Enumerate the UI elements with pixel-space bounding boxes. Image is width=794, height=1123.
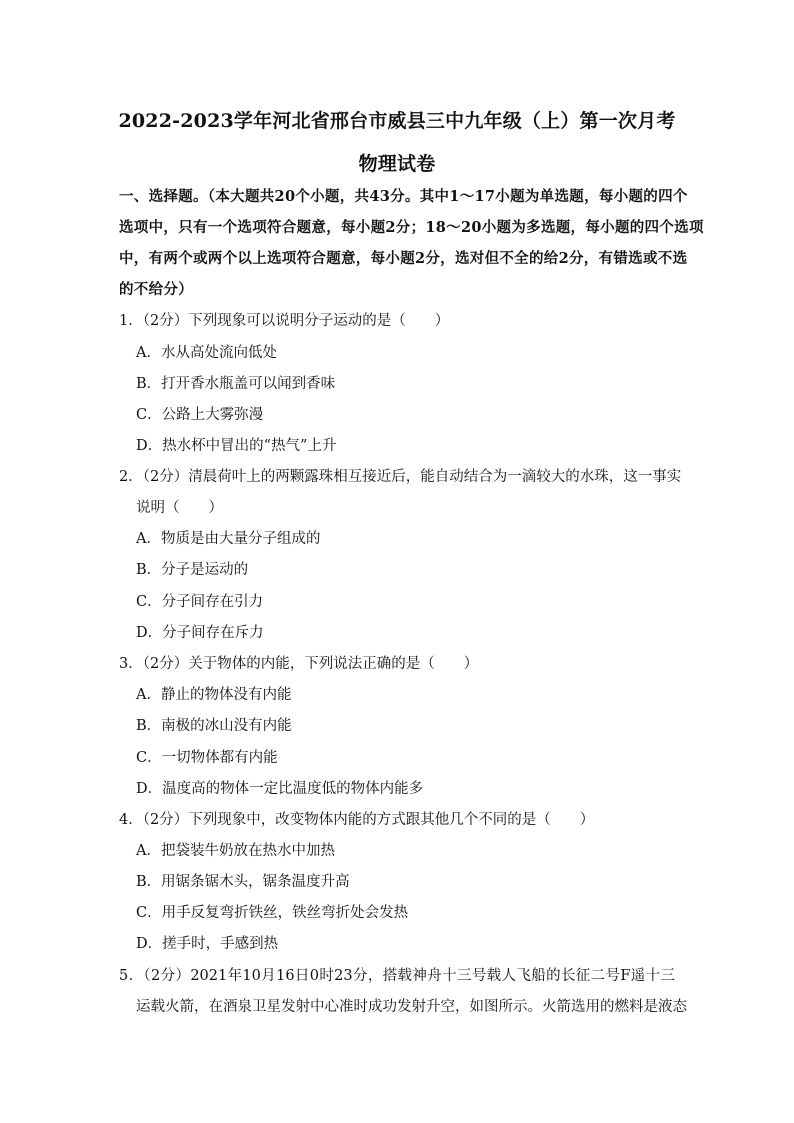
exam-title-line2: 物理试卷 bbox=[358, 153, 436, 175]
question-4-option-b: B．用锯条锯木头，锯条温度升高 bbox=[136, 874, 350, 890]
question-4-stem: 4．（2分）下列现象中，改变物体内能的方式跟其他几个不同的是（ ） bbox=[119, 812, 595, 828]
question-2-option-d: D．分子间存在斥力 bbox=[136, 625, 264, 641]
question-2-stem-line-1: 2．（2分）清晨荷叶上的两颗露珠相互接近后，能自动结合为一滴较大的水珠，这一事实 bbox=[119, 469, 682, 485]
question-2-stem-line-2: 说明（ ） bbox=[136, 500, 223, 516]
section-instruction-line-2: 选项中，只有一个选项符合题意，每小题2分；18～20小题为多选题，每小题的四个选项 bbox=[119, 219, 704, 236]
question-1-option-c: C．公路上大雾弥漫 bbox=[136, 407, 264, 423]
question-3-option-d: D．温度高的物体一定比温度低的物体内能多 bbox=[136, 781, 424, 797]
question-5-stem-line-1: 5．（2分）2021年10月16日0时23分，搭载神舟十三号载人飞船的长征二号F遥十三 bbox=[119, 968, 675, 984]
question-2-option-c: C．分子间存在引力 bbox=[136, 594, 264, 610]
question-2-option-a: A．物质是由大量分子组成的 bbox=[136, 531, 321, 547]
question-1-option-d: D．热水杯中冒出的“热气”上升 bbox=[136, 438, 337, 454]
question-4-option-d: D．搓手时，手感到热 bbox=[136, 936, 279, 952]
question-4-option-c: C．用手反复弯折铁丝，铁丝弯折处会发热 bbox=[136, 905, 409, 921]
question-1-option-a: A．水从高处流向低处 bbox=[136, 345, 277, 361]
question-1-stem: 1．（2分）下列现象可以说明分子运动的是（ ） bbox=[119, 313, 450, 329]
question-4-option-a: A．把袋装牛奶放在热水中加热 bbox=[136, 843, 335, 859]
question-3-option-a: A．静止的物体没有内能 bbox=[136, 687, 292, 703]
question-2-option-b: B．分子是运动的 bbox=[136, 562, 249, 578]
question-5-stem-line-2: 运载火箭，在酒泉卫星发射中心准时成功发射升空，如图所示。火箭选用的燃料是液态 bbox=[136, 999, 687, 1015]
section-instruction-line-3: 中，有两个或两个以上选项符合题意，每小题2分，选对但不全的给2分，有错选或不选 bbox=[119, 250, 688, 267]
question-3-option-c: C．一切物体都有内能 bbox=[136, 750, 278, 766]
question-3-stem: 3．（2分）关于物体的内能，下列说法正确的是（ ） bbox=[119, 656, 479, 672]
section-instruction-line-4: 的不给分） bbox=[119, 281, 193, 298]
section-instruction-line-1: 一、选择题。（本大题共20个小题，共43分。其中1～17小题为单选题，每小题的四个 bbox=[119, 188, 688, 205]
exam-title-line1: 2022-2023学年河北省邢台市威县三中九年级（上）第一次月考 bbox=[118, 110, 676, 132]
question-3-option-b: B．南极的冰山没有内能 bbox=[136, 718, 292, 734]
question-1-option-b: B．打开香水瓶盖可以闻到香味 bbox=[136, 376, 336, 392]
